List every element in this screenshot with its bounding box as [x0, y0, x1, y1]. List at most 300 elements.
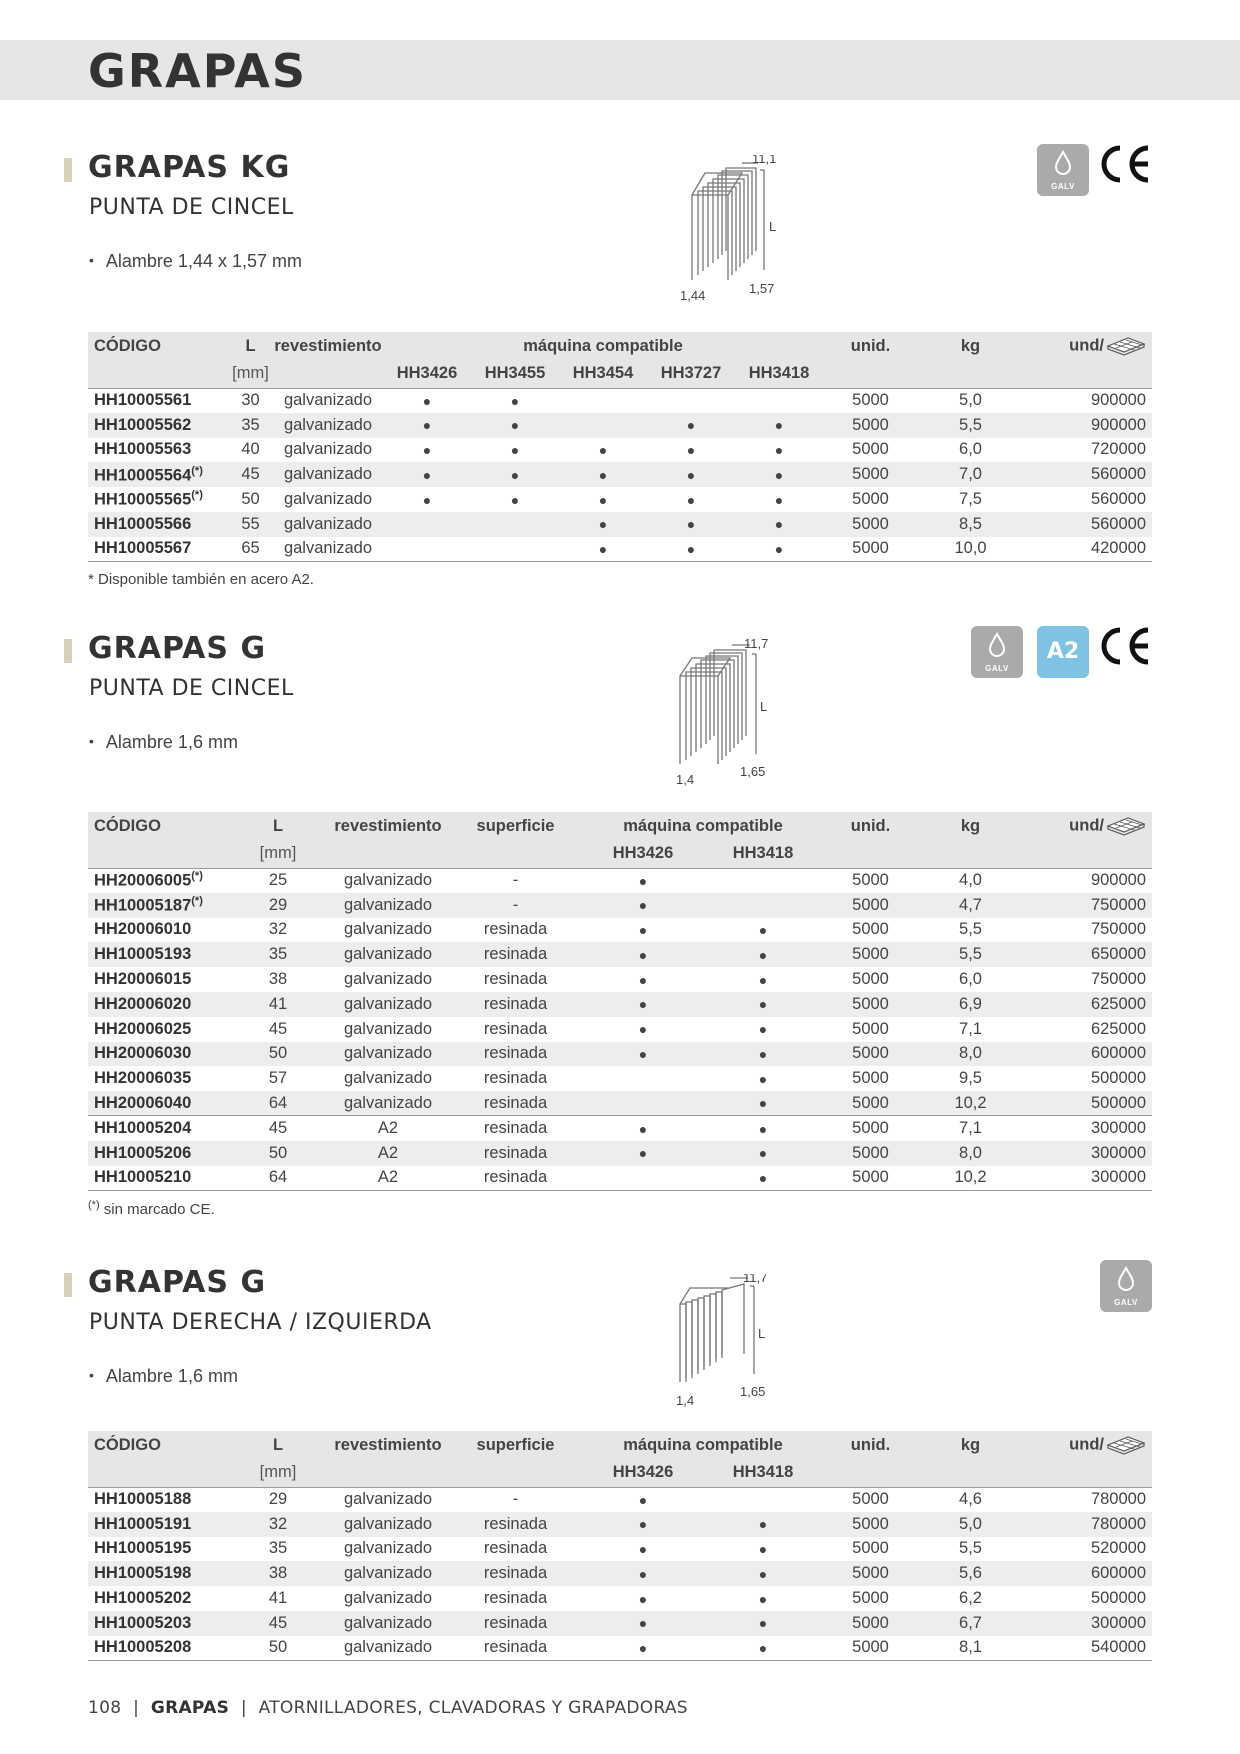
cell-length: 29: [268, 1490, 288, 1509]
cell-compatible: ●: [583, 1561, 703, 1586]
cell-kg: 6,7: [918, 1611, 1023, 1636]
cell-coating: galvanizado: [328, 1611, 448, 1636]
product-code: HH10005564: [94, 466, 192, 485]
product-code: HH10005566: [94, 514, 192, 533]
machine-header: HH3418: [735, 360, 823, 388]
cell-coating: A2: [328, 1141, 448, 1166]
cell-code: [88, 992, 228, 1017]
cell-compatible: ●: [583, 1116, 703, 1141]
cell-compatible: ●: [583, 1611, 703, 1636]
cell-surface: resinada: [448, 1091, 583, 1116]
table-row: [88, 893, 1152, 918]
cell-surface: resinada: [448, 1116, 583, 1141]
cell-length: 50: [241, 490, 260, 509]
cell-kg: 8,0: [918, 1141, 1023, 1166]
cell-compatible: ●: [638, 1021, 648, 1038]
cell-length: 45: [228, 1611, 328, 1636]
col-code-header: CÓDIGO: [88, 332, 228, 360]
machine-header: HH3455: [471, 360, 559, 388]
cell-per-pallet: 900000: [1090, 391, 1146, 410]
col-kg-header: kg: [918, 812, 1023, 840]
cell-unid: 5000: [852, 1069, 889, 1088]
cell-compatible: ●: [703, 1116, 823, 1141]
cell-compatible: [383, 537, 471, 562]
page-number: 108: [88, 1698, 122, 1718]
product-code: HH10005204: [94, 1119, 192, 1138]
cell-coating: galvanizado: [343, 920, 433, 939]
machine-header: HH3426: [383, 360, 471, 388]
col-length-unit: [mm]: [228, 840, 328, 868]
cell-kg: 6,0: [959, 440, 982, 459]
cell-compatible: [559, 388, 647, 413]
staples-table: [88, 332, 1152, 562]
cell-length: 50: [228, 1141, 328, 1166]
cell-compatible: ●: [583, 1141, 703, 1166]
table-row: [88, 1141, 1152, 1166]
dim-top-label: 11,7: [743, 1274, 768, 1285]
product-code: HH10005206: [94, 1143, 192, 1162]
cell-code: [88, 537, 228, 562]
table-row: [88, 1017, 1152, 1042]
cell-code: [88, 413, 228, 438]
cell-code: [88, 1042, 228, 1067]
col-length-unit: [mm]: [228, 1459, 328, 1487]
footer-separator: |: [133, 1698, 140, 1718]
product-code: HH10005562: [94, 415, 192, 434]
table-row: [88, 942, 1152, 967]
cell-per-pallet: 780000: [1023, 1512, 1152, 1537]
cell-code: [88, 388, 228, 413]
col-length-header: L: [228, 1431, 328, 1459]
cell-coating: galvanizado: [328, 1042, 448, 1067]
bullet-icon: •: [89, 733, 94, 749]
cell-compatible: ●: [774, 491, 784, 508]
product-code: HH10005561: [94, 391, 192, 410]
cell-coating: galvanizado: [343, 1069, 433, 1088]
cell-compatible: [647, 388, 735, 413]
cell-coating: galvanizado: [343, 1589, 433, 1608]
cell-surface: resinada: [483, 920, 548, 939]
bullet-icon: •: [89, 252, 94, 268]
ce-exception-mark: (*): [191, 870, 203, 883]
cell-coating: galvanizado: [328, 1636, 448, 1661]
water-drop-icon: [1037, 144, 1089, 180]
table-row: [88, 868, 1152, 893]
cell-coating: galvanizado: [283, 391, 373, 410]
cell-code: [88, 1141, 228, 1166]
product-code: HH10005187: [94, 896, 192, 915]
product-code: HH20006040: [94, 1093, 192, 1112]
cell-coating: galvanizado: [343, 970, 433, 989]
product-code: HH10005565: [94, 490, 192, 509]
cell-kg: 7,5: [959, 490, 982, 509]
product-code: HH10005567: [94, 539, 192, 558]
cell-surface: resinada: [483, 1019, 548, 1038]
table-row: [88, 462, 1152, 487]
dim-wire-a-label: 1,4: [676, 1393, 695, 1408]
water-drop-icon: [971, 626, 1023, 662]
cell-kg: 8,0: [918, 1042, 1023, 1067]
cell-compatible: ●: [735, 537, 823, 562]
cell-length: 32: [228, 1512, 328, 1537]
spec-text: Alambre 1,44 x 1,57 mm: [105, 251, 302, 271]
table-body: [88, 1487, 1152, 1661]
staple-diagram: [668, 636, 788, 796]
cell-unid: 5000: [823, 942, 918, 967]
col-pallet-header: [1023, 1431, 1152, 1459]
cell-per-pallet: 500000: [1090, 1069, 1146, 1088]
cell-compatible: ●: [686, 441, 696, 458]
cell-compatible: ●: [735, 462, 823, 487]
cell-kg: 10,2: [918, 1166, 1023, 1191]
cell-per-pallet: 720000: [1090, 440, 1146, 459]
cell-length: 45: [268, 1019, 288, 1038]
pallet-header-label: und/: [1069, 1435, 1104, 1454]
cell-compatible: [703, 893, 823, 918]
cell-per-pallet: 560000: [1023, 462, 1152, 487]
cell-surface: resinada: [448, 1611, 583, 1636]
cell-surface: resinada: [448, 942, 583, 967]
cell-compatible: ●: [703, 1141, 823, 1166]
col-coating-header: revestimiento: [273, 332, 383, 360]
cell-kg: 8,1: [918, 1636, 1023, 1661]
section-marker: [64, 639, 72, 663]
cell-compatible: [703, 868, 823, 893]
cell-per-pallet: 600000: [1023, 1042, 1152, 1067]
dim-wire-a-label: 1,4: [676, 772, 695, 787]
staple-drawing: [692, 163, 764, 280]
col-pallet-header: [1023, 812, 1152, 840]
ce-exception-mark: (*): [191, 464, 203, 477]
cell-per-pallet: 750000: [1023, 893, 1152, 918]
cell-per-pallet: 560000: [1090, 490, 1146, 509]
cell-compatible: [471, 537, 559, 562]
cell-code: [88, 1487, 228, 1512]
spec-text: Alambre 1,6 mm: [105, 732, 238, 752]
cell-compatible: ●: [510, 441, 520, 458]
cell-coating: galvanizado: [343, 1019, 433, 1038]
col-machines-header: máquina compatible: [583, 1431, 823, 1459]
table-row: [88, 1636, 1152, 1661]
cell-compatible: ●: [758, 1590, 768, 1607]
galv-badge: [971, 626, 1023, 678]
pallet-icon: [1106, 1435, 1146, 1455]
cell-unid: 5000: [823, 1561, 918, 1586]
cell-compatible: ●: [758, 1540, 768, 1557]
bullet-icon: •: [89, 1367, 94, 1383]
cell-length: 65: [228, 537, 273, 562]
cell-kg: 5,6: [918, 1561, 1023, 1586]
cell-kg: 4,0: [959, 871, 982, 890]
cell-code: [88, 1116, 228, 1141]
cell-code: [88, 462, 228, 487]
cell-compatible: ●: [703, 1166, 823, 1191]
product-code: HH10005203: [94, 1613, 192, 1632]
cell-compatible: ●: [510, 491, 520, 508]
cell-length: 50: [228, 1042, 328, 1067]
spec-bullet: [89, 732, 238, 753]
cell-kg: 4,6: [959, 1490, 982, 1509]
table-footnote: [88, 1199, 215, 1218]
cell-unid: 5000: [852, 920, 889, 939]
section-title: GRAPAS G: [88, 1265, 267, 1300]
page-footer: [88, 1698, 688, 1718]
cell-kg: 7,1: [959, 1019, 982, 1038]
product-code: HH20006030: [94, 1044, 192, 1063]
ce-mark-icon: [1098, 624, 1152, 668]
cell-per-pallet: 540000: [1023, 1636, 1152, 1661]
cell-length: 45: [228, 462, 273, 487]
cell-code: [88, 1091, 228, 1116]
cell-code: [88, 1166, 228, 1191]
cell-compatible: ●: [638, 1491, 648, 1508]
section-marker: [64, 158, 72, 182]
pallet-icon: [1106, 336, 1146, 356]
cell-per-pallet: 300000: [1023, 1611, 1152, 1636]
cell-per-pallet: 900000: [1090, 871, 1146, 890]
table-row: [88, 1561, 1152, 1586]
cell-compatible: ●: [638, 971, 648, 988]
cell-code: [88, 918, 228, 943]
cell-compatible: ●: [758, 921, 768, 938]
table-row: [88, 967, 1152, 992]
cell-unid: 5000: [823, 413, 918, 438]
table-body: [88, 868, 1152, 1190]
table-row: [88, 1066, 1152, 1091]
cell-compatible: ●: [583, 992, 703, 1017]
cell-surface: resinada: [483, 1539, 548, 1558]
cell-length: 32: [268, 920, 288, 939]
cell-surface: resinada: [483, 1589, 548, 1608]
cell-compatible: ●: [583, 893, 703, 918]
cell-compatible: ●: [583, 942, 703, 967]
cell-compatible: ●: [703, 1512, 823, 1537]
footnote-text: sin marcado CE.: [99, 1201, 215, 1218]
cell-compatible: ●: [598, 491, 608, 508]
cell-kg: 5,5: [918, 413, 1023, 438]
cell-length: 64: [228, 1091, 328, 1116]
cell-length: 41: [228, 992, 328, 1017]
table-row: [88, 438, 1152, 463]
cell-unid: 5000: [823, 1512, 918, 1537]
table-row: [88, 487, 1152, 512]
cell-compatible: ●: [559, 537, 647, 562]
dim-wire-b-label: 1,57: [749, 281, 775, 296]
pallet-header-label: und/: [1069, 336, 1104, 355]
section-title: GRAPAS G: [88, 631, 267, 666]
cell-coating: galvanizado: [328, 1512, 448, 1537]
table-row: [88, 1512, 1152, 1537]
cell-compatible: ●: [647, 512, 735, 537]
col-code-header: CÓDIGO: [88, 812, 228, 840]
cell-kg: 5,5: [959, 920, 982, 939]
cell-surface: resinada: [448, 1166, 583, 1191]
cell-per-pallet: 520000: [1090, 1539, 1146, 1558]
col-length-header: L: [228, 332, 273, 360]
cell-code: [88, 1066, 228, 1091]
footer-section: GRAPAS: [150, 1698, 230, 1718]
cell-length: 30: [241, 391, 260, 410]
cell-surface: -: [512, 871, 519, 890]
cell-length: 50: [228, 1636, 328, 1661]
cell-coating: galvanizado: [343, 871, 433, 890]
cell-coating: galvanizado: [328, 942, 448, 967]
product-code: HH20006035: [94, 1069, 192, 1088]
product-code: HH10005208: [94, 1638, 192, 1657]
cell-compatible: [559, 413, 647, 438]
dim-top-label: 11,7: [744, 636, 769, 651]
table-row: [88, 1611, 1152, 1636]
cell-compatible: [583, 1066, 703, 1091]
cell-length: 35: [228, 942, 328, 967]
table-row: [88, 1116, 1152, 1141]
cell-compatible: ●: [703, 1042, 823, 1067]
cell-compatible: ●: [638, 1590, 648, 1607]
product-code: HH10005210: [94, 1168, 192, 1187]
product-code: HH10005202: [94, 1589, 192, 1608]
cell-compatible: ●: [703, 1561, 823, 1586]
pallet-icon: [1106, 816, 1146, 836]
cell-unid: 5000: [823, 1611, 918, 1636]
cell-length: 41: [268, 1589, 288, 1608]
cell-code: [88, 1017, 228, 1042]
cell-per-pallet: 300000: [1023, 1116, 1152, 1141]
cell-unid: 5000: [852, 871, 889, 890]
cell-per-pallet: 625000: [1090, 1019, 1146, 1038]
dim-length-label: L: [758, 1326, 766, 1341]
cell-coating: galvanizado: [273, 537, 383, 562]
section-subtitle: PUNTA DE CINCEL: [89, 676, 294, 701]
cell-compatible: ●: [758, 971, 768, 988]
cell-code: [88, 1561, 228, 1586]
cell-coating: galvanizado: [328, 893, 448, 918]
cell-compatible: [383, 512, 471, 537]
col-length-unit: [mm]: [228, 360, 273, 388]
table-row: [88, 992, 1152, 1017]
ce-mark-icon: [1098, 142, 1152, 186]
cell-kg: 10,0: [918, 537, 1023, 562]
cell-compatible: ●: [583, 1636, 703, 1661]
cell-surface: resinada: [448, 1141, 583, 1166]
cell-compatible: ●: [758, 1070, 768, 1087]
cell-coating: galvanizado: [283, 440, 373, 459]
staple-diagram: [668, 1274, 788, 1429]
footer-separator: |: [240, 1698, 247, 1718]
col-machines-header: máquina compatible: [383, 332, 823, 360]
cell-length: 40: [241, 440, 260, 459]
cell-compatible: ●: [703, 1611, 823, 1636]
cell-kg: 10,2: [918, 1091, 1023, 1116]
cell-compatible: ●: [638, 1540, 648, 1557]
cell-unid: 5000: [823, 1636, 918, 1661]
a2-label: A2: [1046, 639, 1080, 664]
ce-exception-mark: (*): [191, 489, 203, 502]
cell-compatible: ●: [383, 462, 471, 487]
col-surface-header: superficie: [448, 812, 583, 840]
section-marker: [64, 1273, 72, 1297]
cell-surface: -: [448, 893, 583, 918]
cell-unid: 5000: [852, 391, 889, 410]
cell-per-pallet: 500000: [1090, 1589, 1146, 1608]
cell-unid: 5000: [823, 992, 918, 1017]
section-subtitle: PUNTA DERECHA / IZQUIERDA: [89, 1310, 432, 1335]
cell-coating: galvanizado: [273, 512, 383, 537]
cell-compatible: ●: [638, 872, 648, 889]
cell-unid: 5000: [823, 1091, 918, 1116]
cell-code: [88, 487, 228, 512]
staples-table: [88, 812, 1152, 1191]
cell-per-pallet: 750000: [1090, 970, 1146, 989]
table-row: [88, 1166, 1152, 1191]
col-coating-header: revestimiento: [328, 812, 448, 840]
cell-kg: 7,1: [918, 1116, 1023, 1141]
table-row: [88, 512, 1152, 537]
product-code: HH10005193: [94, 945, 192, 964]
product-code: HH10005188: [94, 1490, 192, 1509]
cell-code: [88, 967, 228, 992]
galv-label: GALV: [1114, 1298, 1138, 1307]
cell-length: 35: [268, 1539, 288, 1558]
cell-per-pallet: 300000: [1023, 1166, 1152, 1191]
cell-length: 38: [228, 1561, 328, 1586]
col-unid-header: unid.: [823, 332, 918, 360]
cell-compatible: ●: [422, 491, 432, 508]
cell-unid: 5000: [852, 490, 889, 509]
cell-length: 64: [228, 1166, 328, 1191]
machine-header: HH3418: [703, 1459, 823, 1487]
cell-code: [88, 438, 228, 463]
product-code: HH20006025: [94, 1019, 192, 1038]
footnote-mark: (*): [88, 1199, 100, 1211]
cell-coating: galvanizado: [328, 1561, 448, 1586]
product-code: HH20006020: [94, 994, 192, 1013]
cell-compatible: ●: [735, 512, 823, 537]
cell-code: [88, 512, 228, 537]
cell-length: 29: [228, 893, 328, 918]
dim-wire-b-label: 1,65: [740, 1384, 766, 1399]
staples-table: [88, 1431, 1152, 1661]
cell-surface: resinada: [483, 970, 548, 989]
cell-coating: galvanizado: [343, 1539, 433, 1558]
table-footnote: * Disponible también en acero A2.: [88, 571, 314, 588]
cell-compatible: ●: [583, 1512, 703, 1537]
ce-exception-mark: (*): [191, 894, 203, 907]
machine-header: HH3426: [583, 840, 703, 868]
table-row: [88, 1091, 1152, 1116]
cell-code: [88, 1611, 228, 1636]
cell-compatible: ●: [598, 441, 608, 458]
cell-compatible: ●: [559, 462, 647, 487]
table-row: [88, 1487, 1152, 1512]
table-row: [88, 537, 1152, 562]
cell-kg: 4,7: [918, 893, 1023, 918]
spec-bullet: [89, 1366, 238, 1387]
cell-per-pallet: 750000: [1090, 920, 1146, 939]
col-unid-header: unid.: [823, 812, 918, 840]
cell-code: [88, 868, 228, 893]
staple-diagram: [670, 155, 790, 310]
cell-length: 35: [228, 413, 273, 438]
machine-header: HH3454: [559, 360, 647, 388]
cell-compatible: [583, 1091, 703, 1116]
cell-compatible: ●: [583, 1042, 703, 1067]
cell-coating: galvanizado: [328, 1091, 448, 1116]
cell-surface: resinada: [448, 1636, 583, 1661]
cell-unid: 5000: [823, 537, 918, 562]
cell-compatible: ●: [758, 1021, 768, 1038]
cell-compatible: ●: [647, 413, 735, 438]
cell-coating: A2: [328, 1166, 448, 1191]
